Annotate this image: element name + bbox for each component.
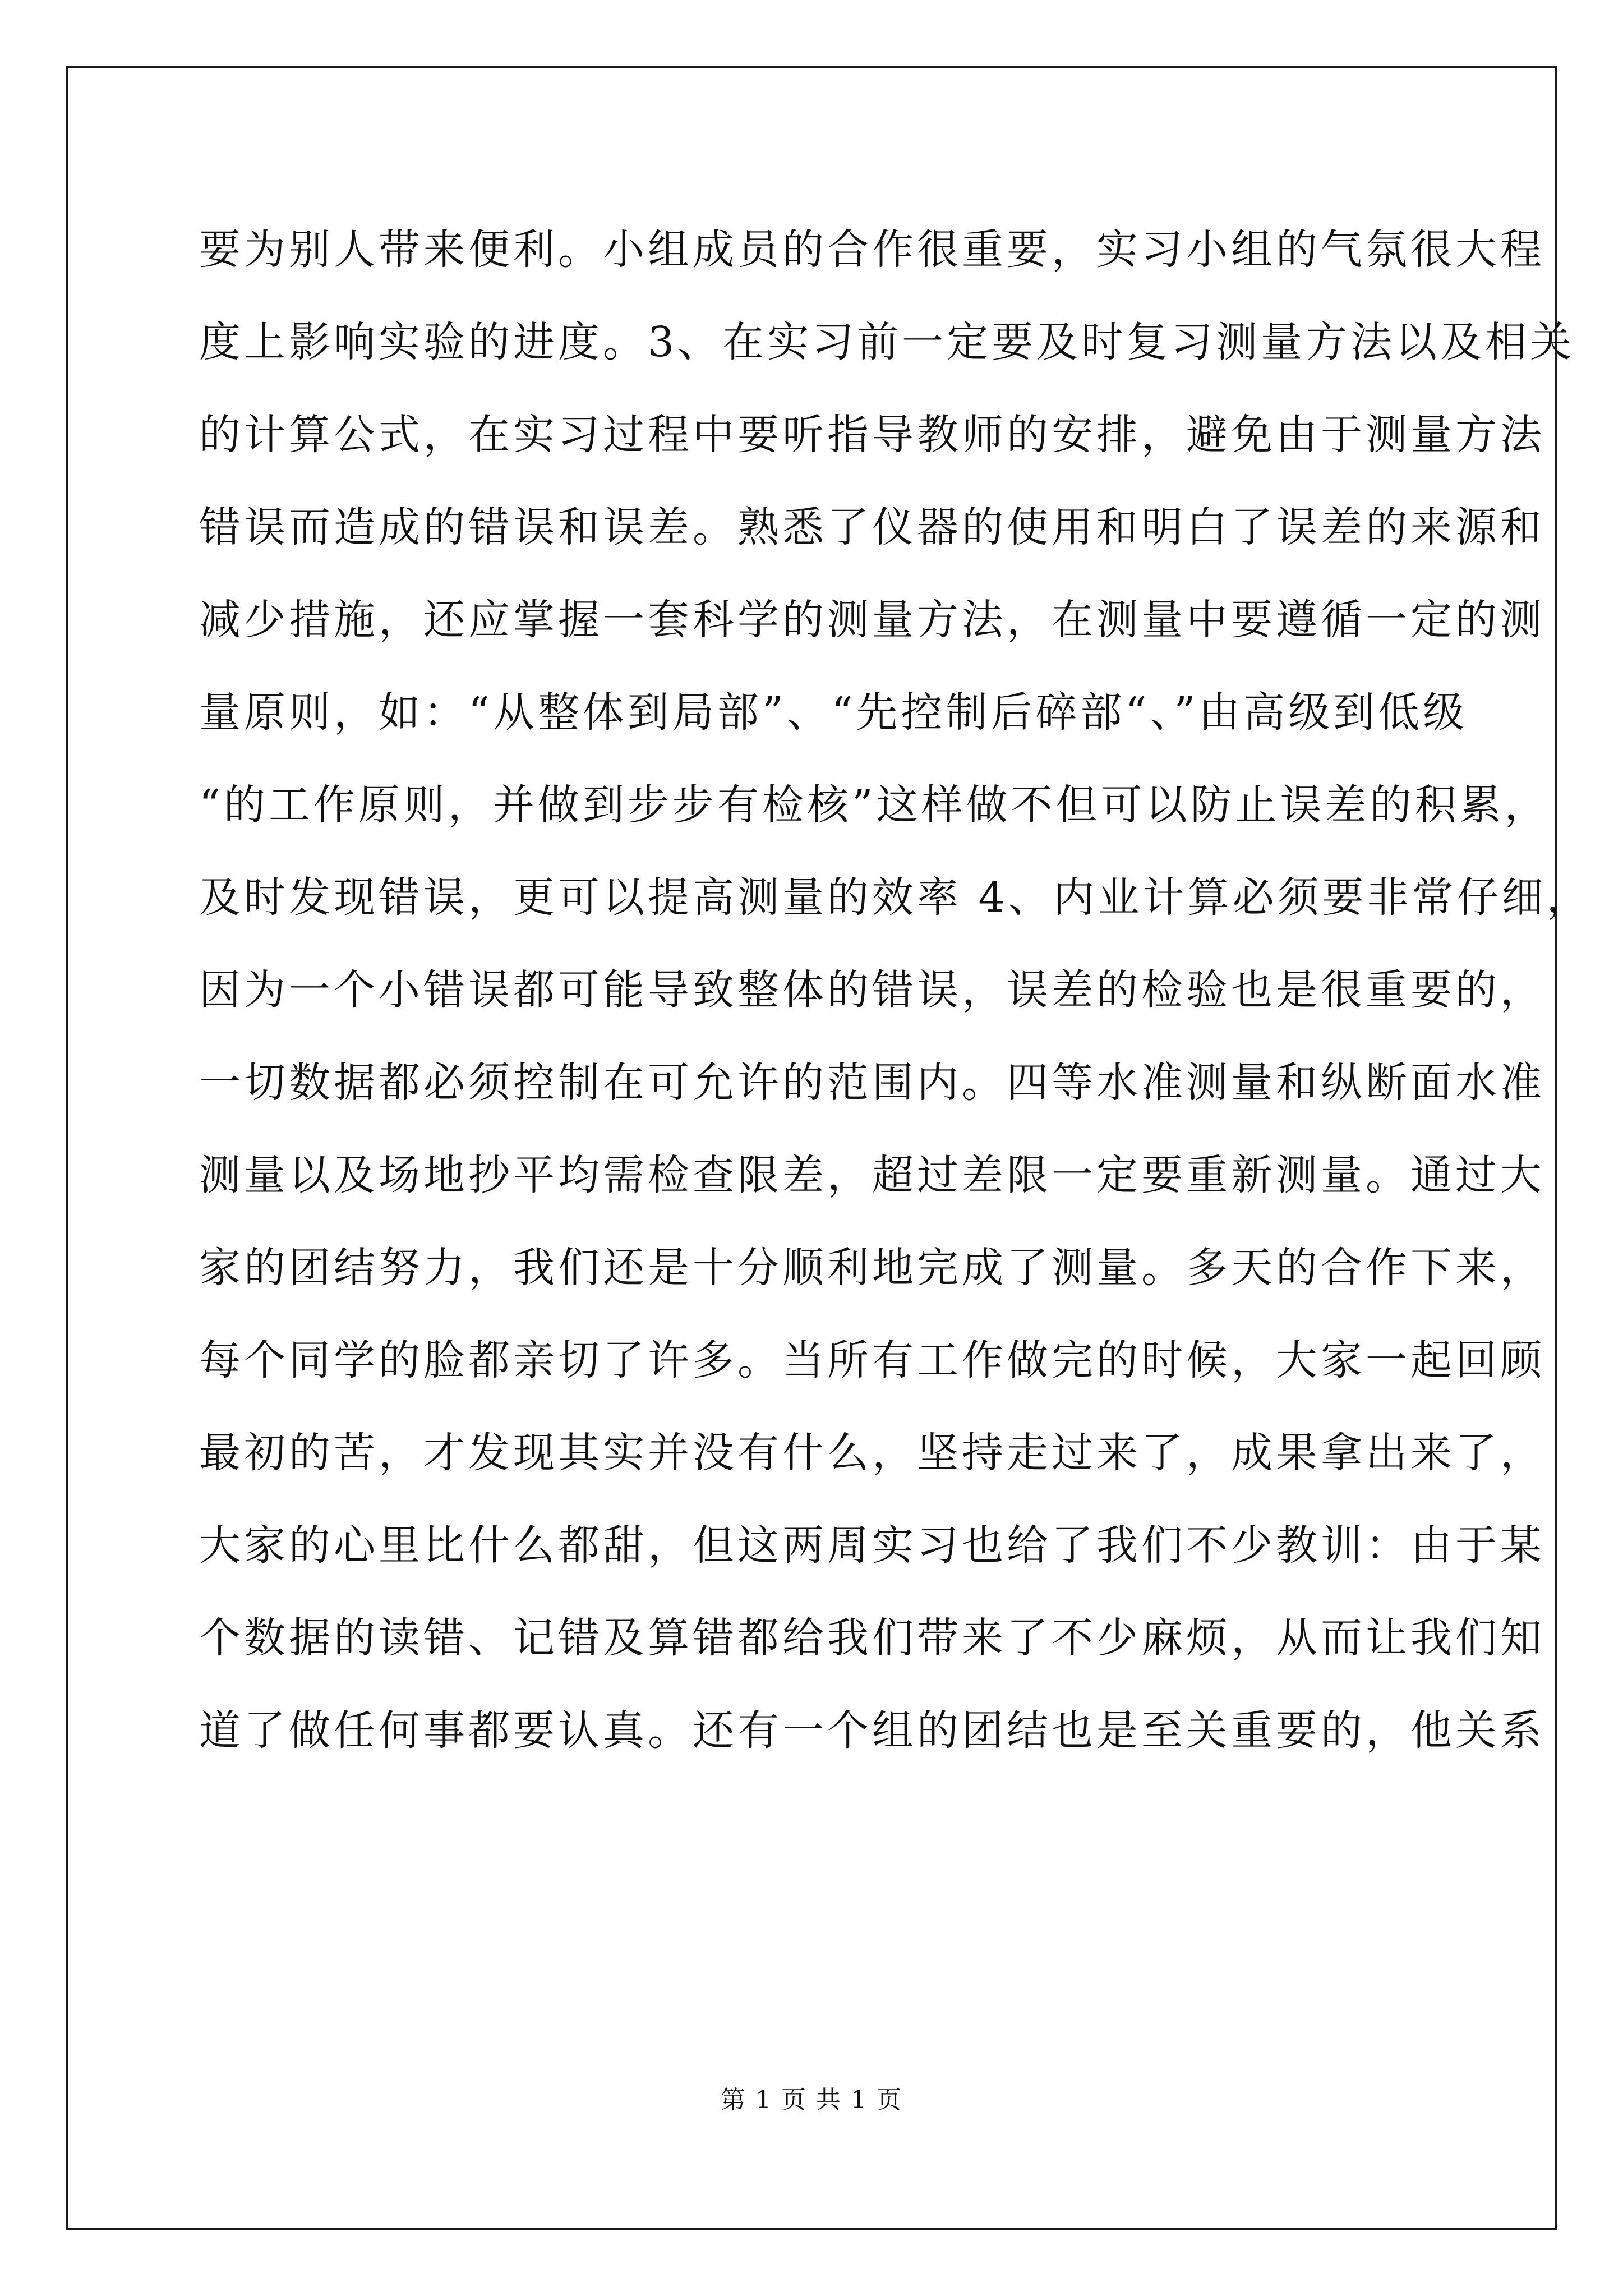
text-line: 的计算公式，在实习过程中要听指导教师的安排，避免由于测量方法 bbox=[199, 411, 1545, 459]
text-line: 最初的苦，才发现其实并没有什么，坚持走过来了，成果拿出来了， bbox=[199, 1429, 1545, 1477]
text-line: 个数据的读错、记错及算错都给我们带来了不少麻烦，从而让我们知 bbox=[199, 1614, 1545, 1662]
text-line: 测量以及场地抄平均需检查限差，超过差限一定要重新测量。通过大 bbox=[199, 1151, 1545, 1199]
text-line: 一切数据都必须控制在可允许的范围内。四等水准测量和纵断面水准 bbox=[199, 1059, 1545, 1107]
text-line: 家的团结努力，我们还是十分顺利地完成了测量。多天的合作下来， bbox=[199, 1244, 1545, 1292]
text-line: 及时发现错误，更可以提高测量的效率 4、内业计算必须要非常仔细， bbox=[199, 873, 1592, 922]
text-line: 每个同学的脸都亲切了许多。当所有工作做完的时候，大家一起回顾 bbox=[199, 1336, 1545, 1384]
text-line: 因为一个小错误都可能导致整体的错误，误差的检验也是很重要的， bbox=[199, 966, 1545, 1014]
text-line: 量原则，如：“从整体到局部”、“先控制后碎部“、”由高级到低级 bbox=[199, 688, 1468, 737]
text-line: 要为别人带来便利。小组成员的合作很重要，实习小组的气氛很大程 bbox=[199, 226, 1545, 274]
text-line: 大家的心里比什么都甜，但这两周实习也给了我们不少教训：由于某 bbox=[199, 1521, 1545, 1570]
text-line: 减少措施，还应掌握一套科学的测量方法，在测量中要遵循一定的测 bbox=[199, 596, 1545, 644]
text-line: 道了做任何事都要认真。还有一个组的团结也是至关重要的，他关系 bbox=[199, 1706, 1545, 1755]
text-line: “的工作原则，并做到步步有检核”这样做不但可以防止误差的积累， bbox=[199, 781, 1550, 829]
text-line: 度上影响实验的进度。3、在实习前一定要及时复习测量方法以及相关 bbox=[199, 318, 1575, 366]
page-number: 第 1 页 共 1 页 bbox=[721, 2086, 902, 2114]
text-line: 错误而造成的错误和误差。熟悉了仪器的使用和明白了误差的来源和 bbox=[199, 503, 1545, 551]
